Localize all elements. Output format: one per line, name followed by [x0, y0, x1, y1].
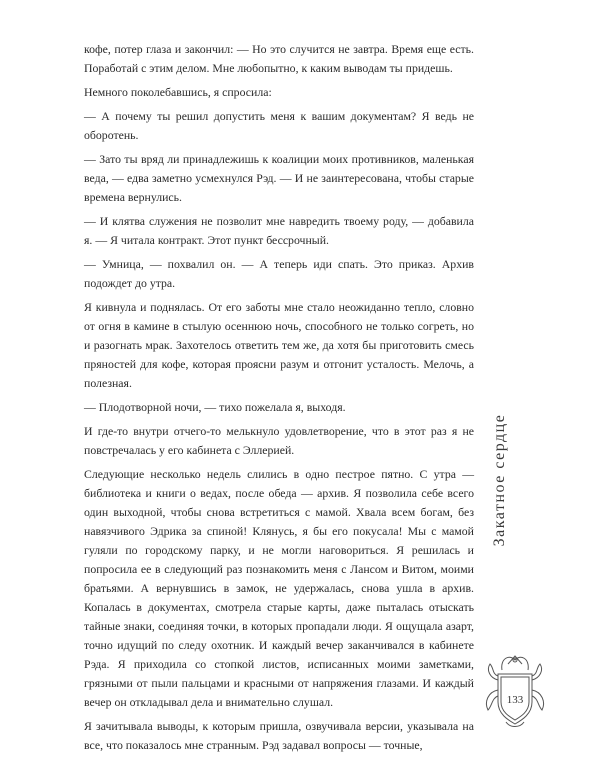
paragraph: — И клятва служения не позволит мне навредить твоему роду, — добавила я. — Я читала контракт. Этот пункт бессрочный. — [84, 214, 474, 247]
crest-ornament-icon — [480, 650, 550, 730]
paragraph: — Умница, — похвалил он. — А теперь иди спать. Это приказ. Архив подождет до утра. — [84, 257, 474, 290]
paragraph: Следующие несколько недель слились в одно пестрое пятно. С утра — библиотека и книги о ведах, после обеда — архив. Я позволила себе всего один выходной, чтобы снова встретиться с мамой. Хвала всем богам, без навязчивого Эдрика за спиной! Клянусь, я бы его покусала! Мы с мамой гуляли по городскому парку, и не могли наговориться. Я решилась и попросила ее в следующий раз познакомить меня с Лансом и Витом, моими братьями. А вернувшись в замок, не удержалась, снова ушла в архив. Копалась в документах, смотрела старые карты, даже пыталась отыскать тайные знаки, соединяя точки, в которых пропадали люди. Я ощущала азарт, точно идущий по следу охотник. И каждый вечер заканчивался в кабинете Рэда. Я приходила со стопкой листов, исписанных моими заметками, грязными от пыли пальцами и красными от напряжения глазами. И каждый вечер он откладывал дела и внимательно слушал. — [84, 467, 474, 709]
page-number: 133 — [506, 694, 524, 706]
paragraph: И где-то внутри отчего-то мелькнуло удовлетворение, что в этот раз я не повстречалась у его кабинета с Эллерией. — [84, 424, 474, 457]
paragraph: Я кивнула и поднялась. От его заботы мне стало неожиданно тепло, словно от огня в камине в стылую осеннюю ночь, способного не только согреть, но и разогнать мрак. Захотелось ответить тем же, да хотя бы приготовить смесь пряностей для кофе, которая проясни разум и отгонит усталость. Мелочь, а полезная. — [84, 300, 474, 390]
paragraph: — Плодотворной ночи, — тихо пожелала я, выходя. — [84, 400, 346, 414]
running-title: Закатное сердце — [491, 413, 508, 547]
paragraph: Я зачитывала выводы, к которым пришла, озвучивала версии, указывала на все, что показалось мне странным. Рэд задавал вопросы — точные, — [84, 719, 474, 752]
paragraph: Немного поколебавшись, я спросила: — [84, 85, 272, 99]
body-text — [84, 40, 474, 760]
paragraph: — А почему ты решил допустить меня к вашим документам? Я ведь не оборотень. — [84, 109, 474, 142]
paragraph: — Зато ты вряд ли принадлежишь к коалиции моих противников, маленькая веда, — едва заметно усмехнулся Рэд. — И не заинтересована, чтобы старые времена вернулись. — [84, 152, 474, 204]
paragraph: кофе, потер глаза и закончил: — Но это случится не завтра. Время еще есть. Поработай с этим делом. Мне любопытно, к каким выводам ты придешь. — [84, 42, 474, 75]
